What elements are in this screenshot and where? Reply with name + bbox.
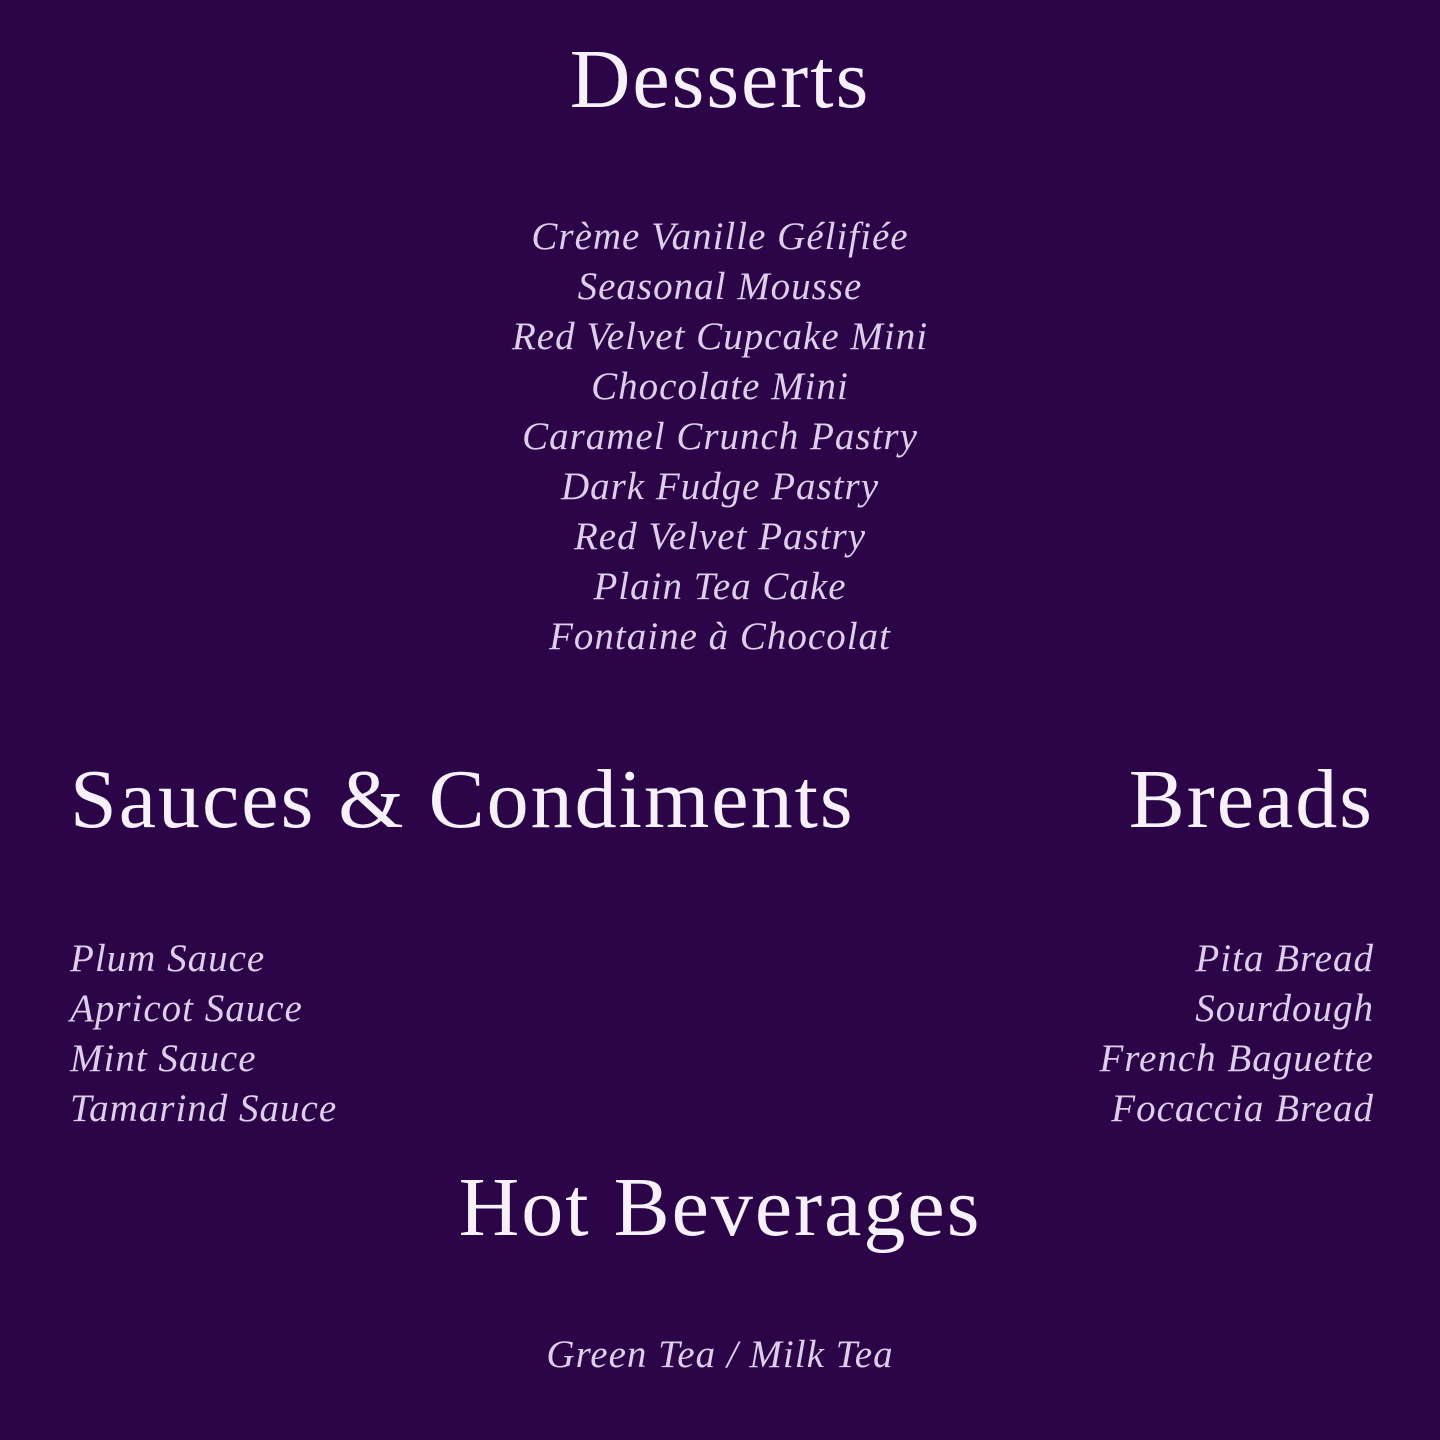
menu-item: Mint Sauce [70,1037,257,1080]
menu-item: Green Tea / Milk Tea [546,1333,894,1376]
hot-beverages-list [0,1330,1440,1380]
menu-item: Chocolate Mini [591,365,849,408]
menu-item: Crème Vanille Gélifiée [531,215,909,258]
middle-headings-row [70,752,1374,849]
menu-item: Seasonal Mousse [577,265,863,308]
breads-list [1099,934,1374,1134]
section-title-desserts: Desserts [569,33,871,126]
menu-item: Focaccia Bread [1111,1087,1374,1130]
menu-item: Caramel Crunch Pastry [522,415,918,458]
section-title-sauces-condiments: Sauces & Condiments [70,753,855,846]
menu-item: Red Velvet Cupcake Mini [511,315,929,358]
menu-item: Plum Sauce [70,937,266,980]
menu-item: Tamarind Sauce [70,1087,338,1130]
menu-item: Sourdough [1195,987,1374,1030]
menu-item: Dark Fudge Pastry [560,465,880,508]
menu-item: Fontaine à Chocolat [549,615,891,658]
menu-item: Plain Tea Cake [593,565,847,608]
sauces-condiments-list [70,934,337,1134]
section-title-hot-beverages: Hot Beverages [458,1161,982,1254]
menu-item: Red Velvet Pastry [573,515,867,558]
desserts-list [0,212,1440,662]
menu-item: French Baguette [1099,1037,1374,1080]
section-title-breads: Breads [1128,753,1374,846]
menu-item: Apricot Sauce [70,987,303,1030]
menu-item: Pita Bread [1195,937,1374,980]
